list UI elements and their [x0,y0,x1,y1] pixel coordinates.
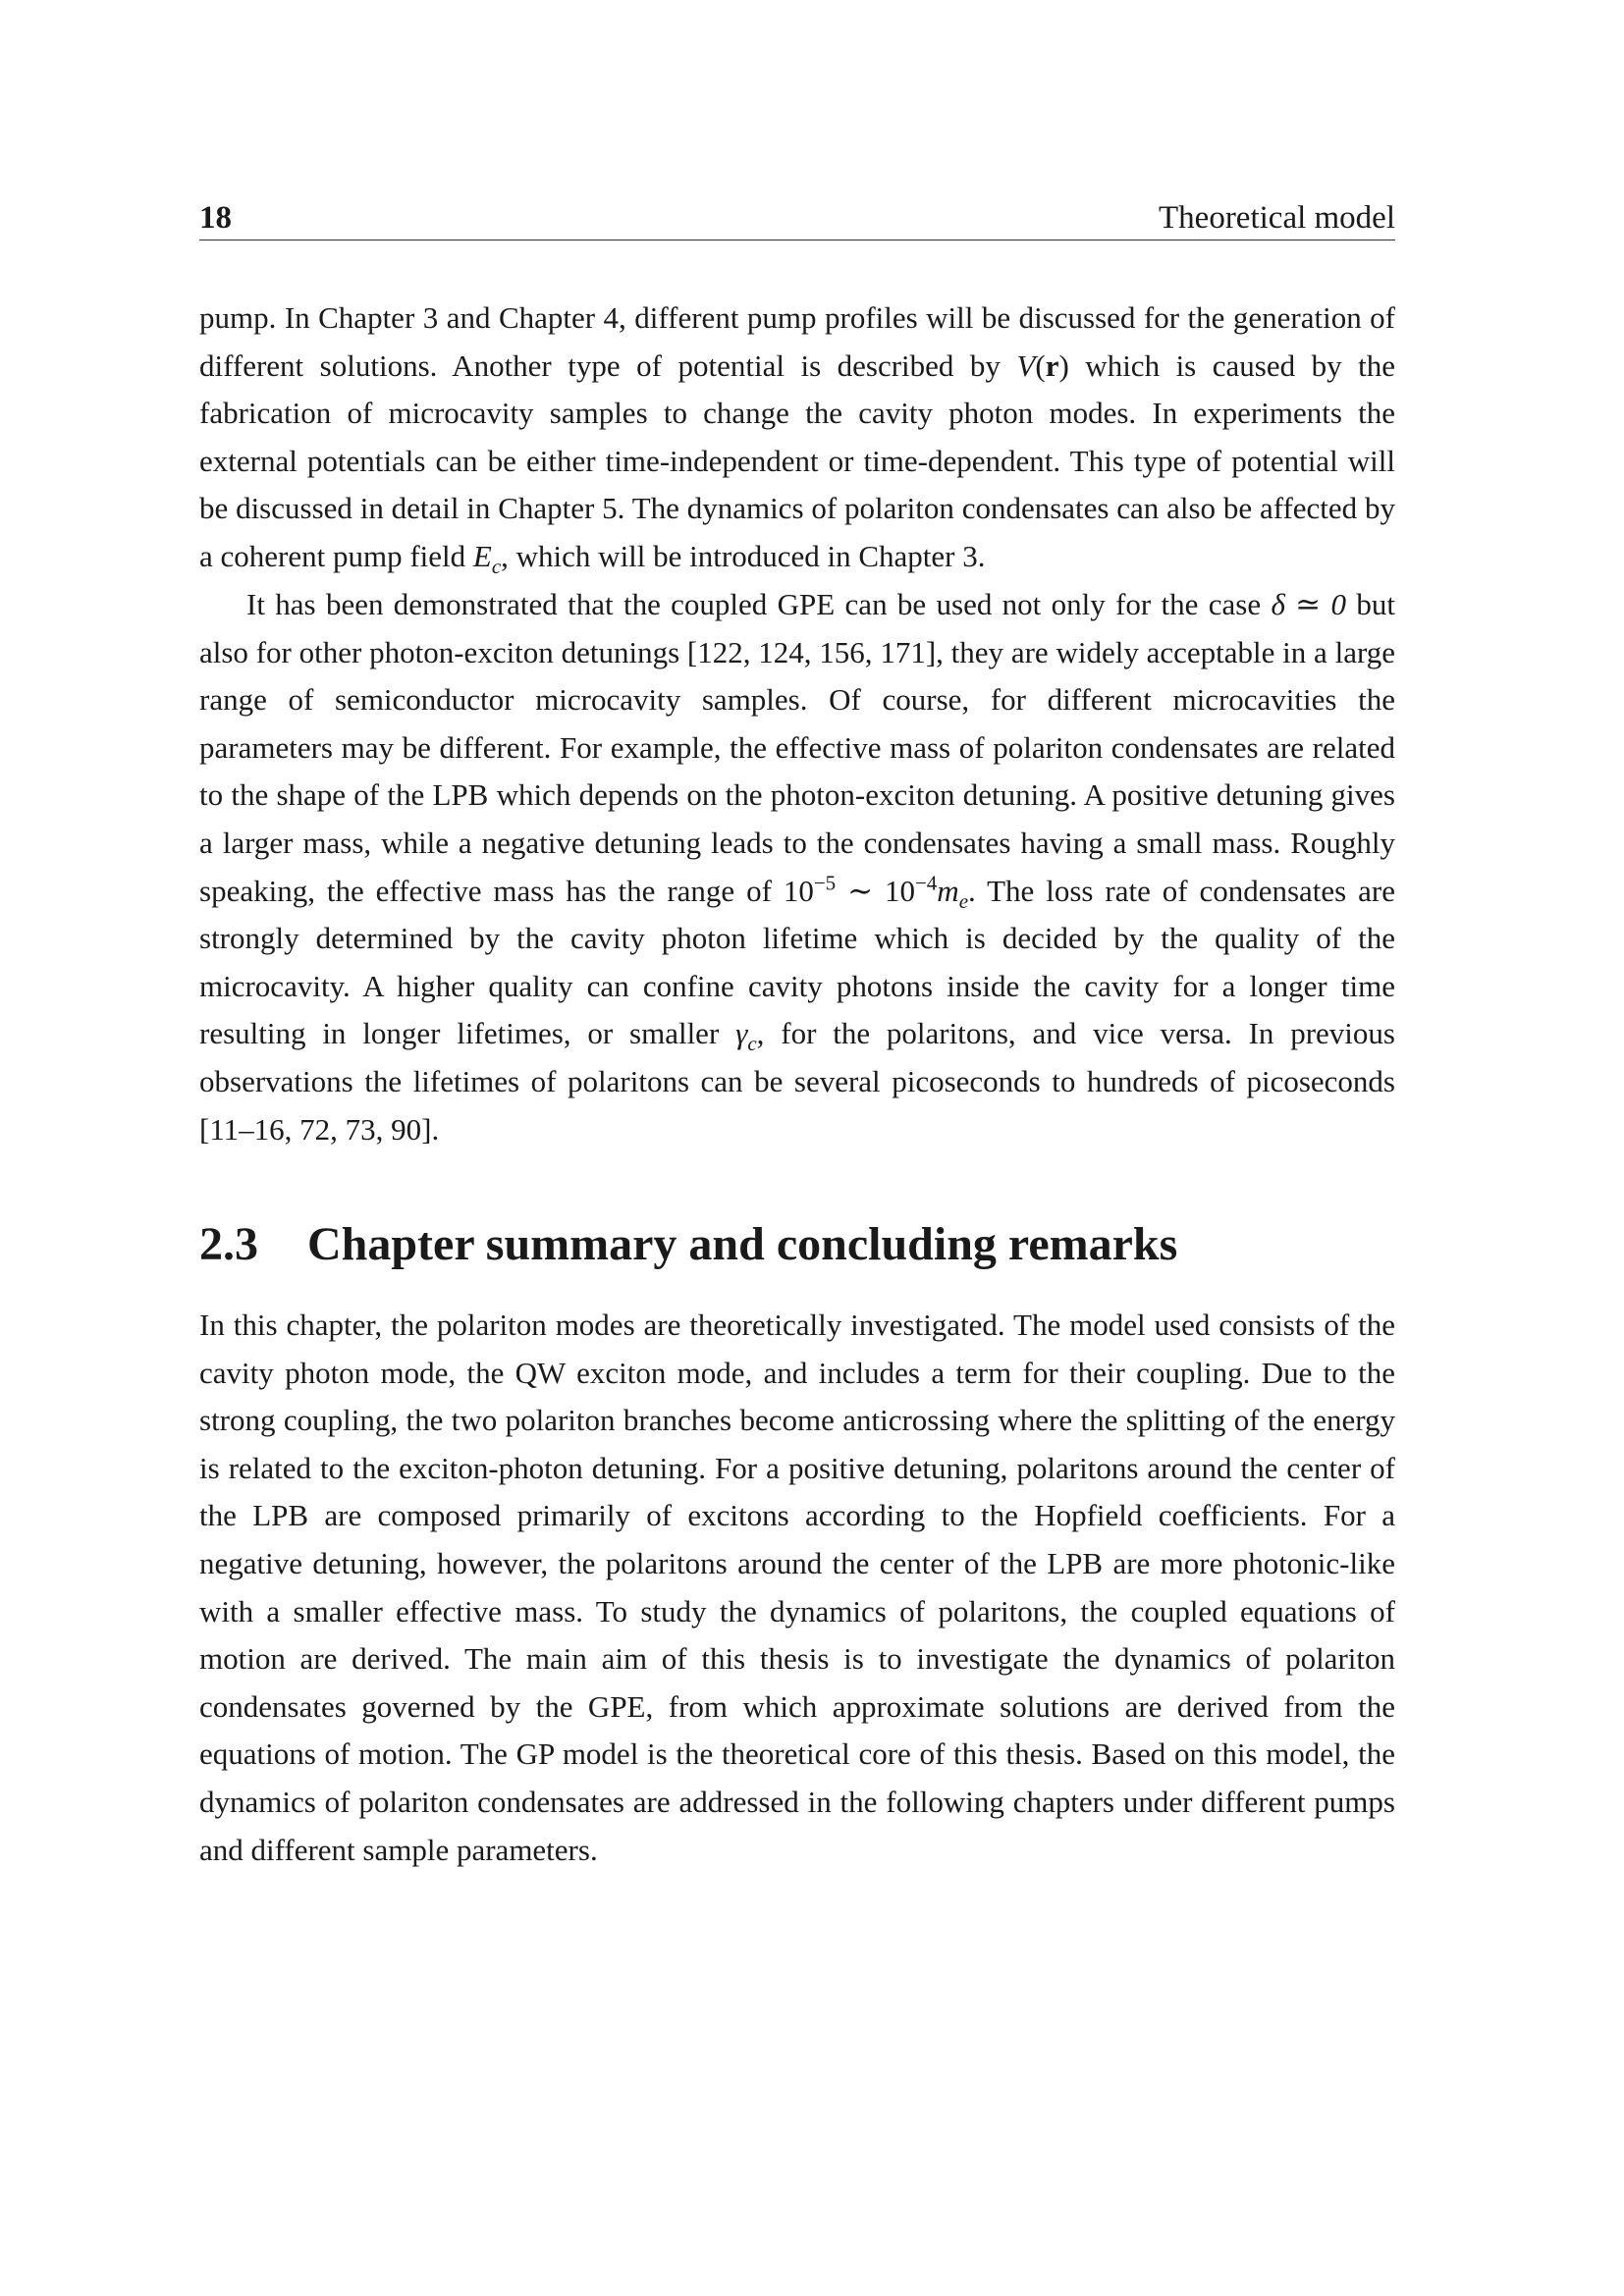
text-run: but also for other photon-exciton detunings [122, 124, 156, 171], they are widely acceptable in a large range of semiconductor microcavity samples. Of course, for different microcavities the parameters may be different. For example, the effective mass of polariton condensates are related to the shape of the LPB which depends on the photon-exciton detuning. A positive detuning gives a larger mass, while a negative detuning leads to the condensates having a small mass. Roughly speaking, the effective mass has the range of [199,587,1395,908]
math-mass-lower-base: 10 [783,873,814,908]
math-mass-upper-exponent: −4 [914,871,938,895]
text-run: , which will be introduced in Chapter 3. [501,538,986,573]
paragraph-summary: In this chapter, the polariton modes are theoretically investigated. The model used consists of the cavity photon mode, the QW exciton mode, and includes a term for their coupling. Due to the strong coupling, the two polariton branches become anticrossing where the splitting of the energy is related to the exciton-photon detuning. For a positive detuning, polaritons around the center of the LPB are composed primarily of excitons according to the Hopfield coefficients. For a negative detuning, however, the polaritons around the center of the LPB are more photonic-like with a smaller effective mass. To study the dynamics of polaritons, the coupled equations of motion are derived. The main aim of this thesis is to investigate the dynamics of polariton condensates governed by the GPE, from which approximate solutions are derived from the equations of motion. The GP model is the theoretical core of this thesis. Based on this model, the dynamics of polariton condensates are addressed in the following chapters under different pumps and different sample parameters. [199,1308,1395,1867]
math-electron-mass-subscript: e [958,888,969,913]
math-electron-mass: m [937,873,959,908]
section-title: Chapter summary and concluding remarks [307,1218,1178,1270]
math-loss-rate: γ [735,1016,748,1051]
running-title: Theoretical model [1159,200,1395,236]
math-position-vector: r [1045,347,1059,383]
math-sim: ∼ [836,873,885,908]
text-run: , for the polaritons, and vice versa. In previous observations the lifetimes of polaritons can be several picoseconds to hundreds of picoseconds [11–16, 72, 73, 90]. [199,1016,1395,1147]
text-run: pump. In Chapter 3 and Chapter 4, different pump profiles will be discussed for the generation of different solutions. Another type of potential is described by [199,300,1395,383]
text-run: . The loss rate of condensates are strongly determined by the cavity photon lifetime which is decided by the quality of the microcavity. A higher quality can confine cavity photons inside the cavity for a longer time resulting in longer lifetimes, or smaller [199,873,1395,1051]
paragraph-potentials [199,294,1395,581]
math-coherent-field-subscript: c [491,555,502,579]
section-heading [199,1215,1177,1274]
math-detuning: δ ≃ 0 [1271,587,1347,621]
paragraph-detuning [199,581,1395,1153]
math-potential-symbol: V [1016,347,1036,383]
section-number: 2.3 [199,1218,258,1270]
page-number: 18 [199,200,232,236]
math-mass-lower-exponent: −5 [813,871,837,895]
math-paren-open: ( [1035,347,1046,383]
math-mass-upper-base: 10 [884,873,915,908]
text-run: which is caused by the fabrication of microcavity samples to change the cavity photon modes. In experiments the external potentials can be either time-independent or time-dependent. This type of potential will be discussed in detail in Chapter 5. The dynamics of polariton condensates can also be affected by a coherent pump field [199,347,1395,573]
math-coherent-field: E [472,538,492,573]
text-run: It has been demonstrated that the coupled GPE can be used not only for the case [246,587,1272,621]
math-loss-rate-subscript: c [747,1032,757,1056]
math-paren-close: ) [1058,347,1069,383]
running-header [199,196,1395,240]
